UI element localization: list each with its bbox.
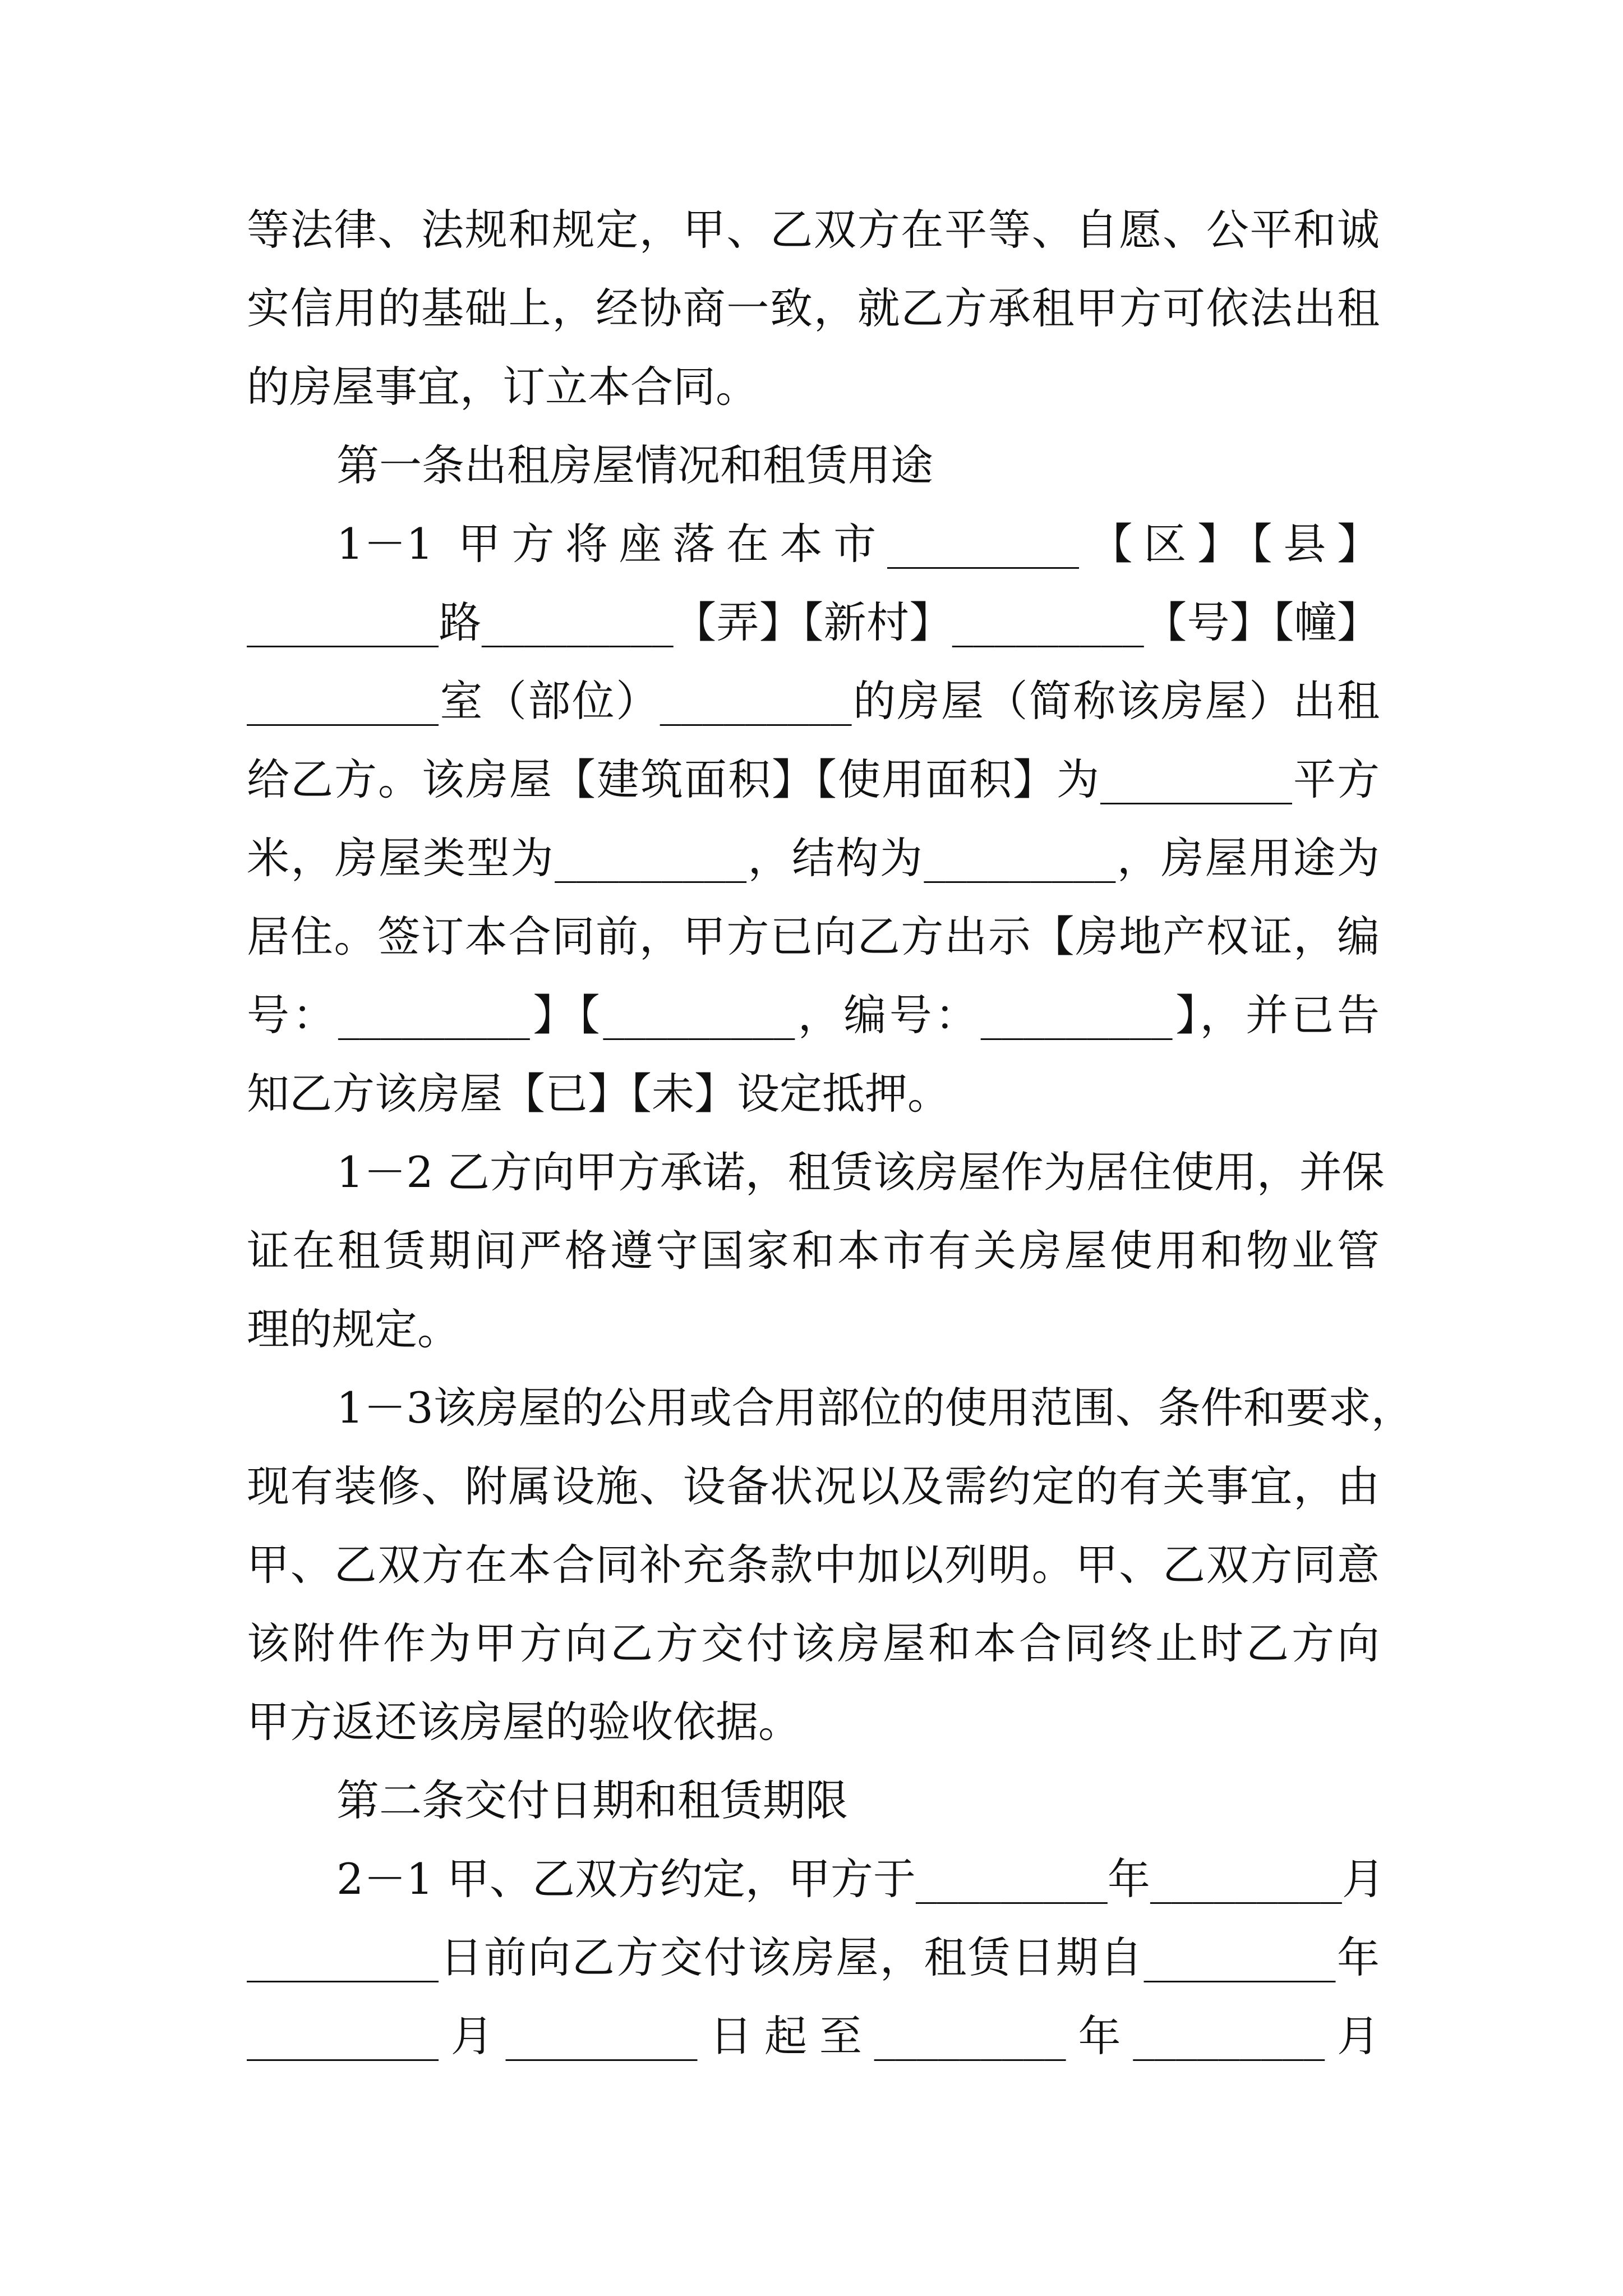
text-line: 给乙方。该房屋【建筑面积】【使用面积】为_________平方 [247,754,1380,804]
text-line: 知乙方该房屋【已】【未】设定抵押。 [247,1069,950,1119]
text-line: 等法律、法规和规定，甲、乙双方在平等、自愿、公平和诚 [247,205,1380,255]
text-line: 居住。签订本合同前，甲方已向乙方出示【房地产权证，编 [247,912,1380,961]
text-line: 1－2 乙方向甲方承诺，租赁该房屋作为居住使用，并保 [336,1147,1385,1197]
text-line: 甲方返还该房屋的验收依据。 [247,1697,801,1747]
text-line: 1－1 甲方将座落在本市_________【区】【县】 [336,519,1380,569]
text-line: 号：_________】【_________，编号：_________】，并已告 [247,990,1380,1040]
text-line: 2－1 甲、乙双方约定，甲方于_________年_________月 [336,1854,1385,1904]
text-line: 理的规定。 [247,1304,460,1354]
text-line: 甲、乙双方在本合同补充条款中加以列明。甲、乙双方同意 [247,1540,1380,1590]
text-line: _________室（部位）_________的房屋（简称该房屋）出租 [247,676,1380,726]
section-heading: 第二条交付日期和租赁期限 [336,1775,848,1825]
text-line: 该附件作为甲方向乙方交付该房屋和本合同终止时乙方向 [247,1618,1380,1668]
text-line: _________月_________日起至_________年_________月 [247,2011,1380,2061]
text-line: 的房屋事宜，订立本合同。 [247,362,758,412]
text-line: 证在租赁期间严格遵守国家和本市有关房屋使用和物业管 [247,1226,1380,1276]
text-line: 实信用的基础上，经协商一致，就乙方承租甲方可依法出租 [247,283,1380,333]
text-line: 米，房屋类型为_________，结构为_________，房屋用途为 [247,833,1380,883]
text-line: _________路_________【弄】【新村】_________【号】【幢】 [247,597,1380,647]
text-line: 1－3该房屋的公用或合用部位的使用范围、条件和要求， [336,1383,1414,1433]
text-line: 现有装修、附属设施、设备状况以及需约定的有关事宜，由 [247,1461,1380,1511]
text-line: _________日前向乙方交付该房屋，租赁日期自_________年 [247,1932,1380,1982]
section-heading: 第一条出租房屋情况和租赁用途 [336,440,933,490]
